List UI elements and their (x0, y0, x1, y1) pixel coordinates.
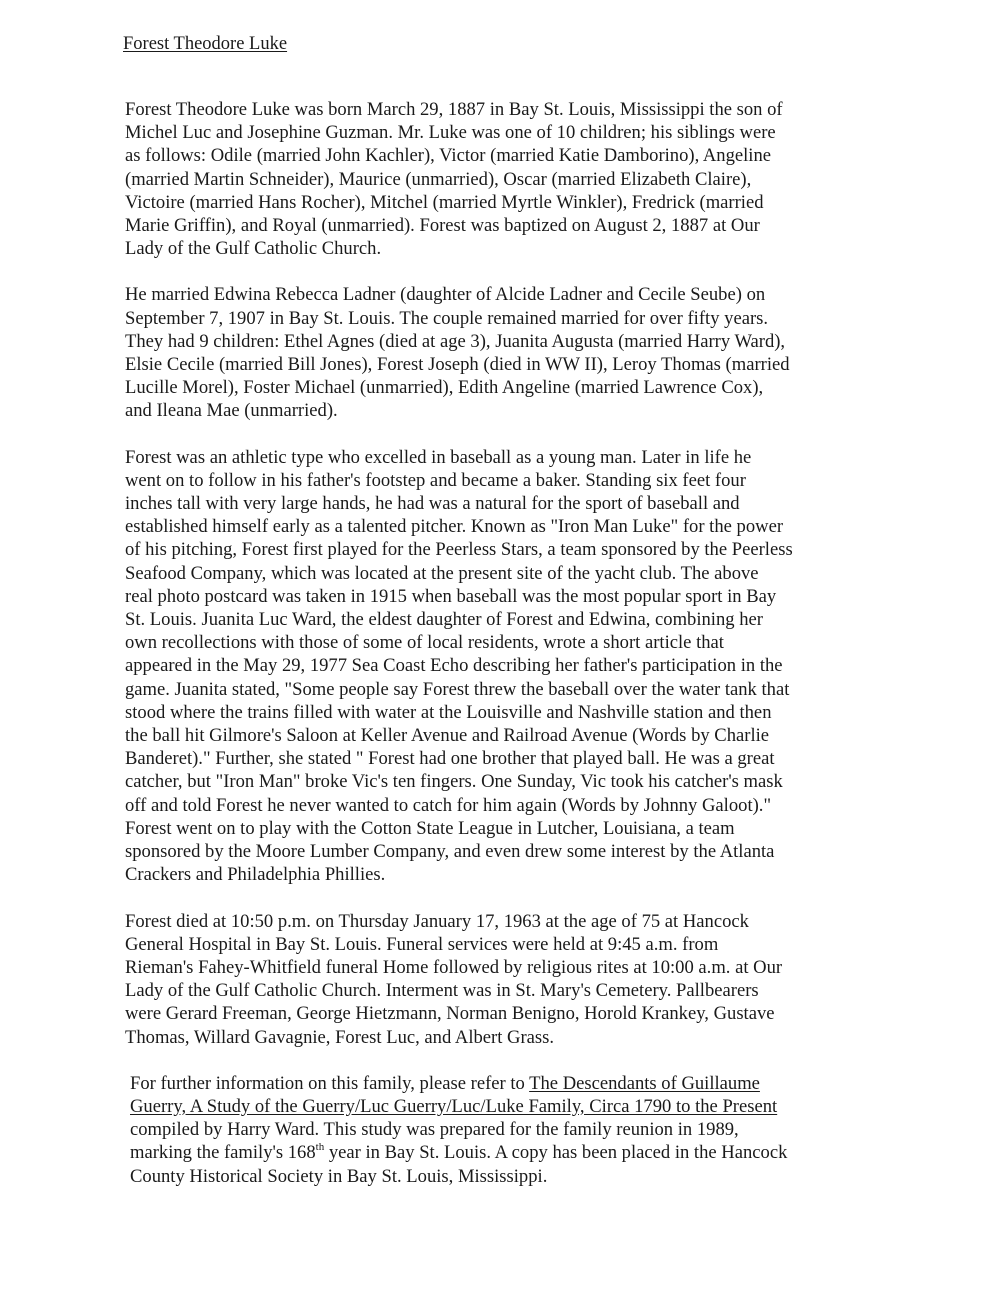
text-line: Lucille Morel), Foster Michael (unmarried), Edith Angeline (married Lawrence Cox), (125, 377, 764, 399)
text-line: General Hospital in Bay St. Louis. Funeral services were held at 9:45 a.m. from (125, 933, 719, 955)
text-line: Banderet)." Further, she stated " Forest had one brother that played ball. He was a great (125, 748, 775, 770)
paragraph-marriage-children (125, 283, 855, 422)
text-line (130, 1095, 855, 1118)
text-line: Michel Luc and Josephine Guzman. Mr. Luke was one of 10 children; his siblings were (125, 122, 776, 144)
paragraph-further-information (130, 1072, 855, 1188)
book-title-part-1: The Descendants of Guillaume (529, 1072, 760, 1094)
text-line: real photo postcard was taken in 1915 when baseball was the most popular sport in Bay (125, 585, 777, 607)
text-line (130, 1072, 855, 1095)
text-line: game. Juanita stated, "Some people say Forest threw the baseball over the water tank that (125, 678, 790, 700)
text-line: Forest went on to play with the Cotton State League in Lutcher, Louisiana, a team (125, 817, 735, 839)
text-line: St. Louis. Juanita Luc Ward, the eldest daughter of Forest and Edwina, combining her (125, 609, 763, 631)
text-line: Victoire (married Hans Rocher), Mitchel (married Myrtle Winkler), Fredrick (married (125, 191, 764, 213)
document-body (125, 98, 855, 1211)
text-line: Elsie Cecile (married Bill Jones), Forest Joseph (died in WW II), Leroy Thomas (married (125, 354, 790, 376)
text-line: Lady of the Gulf Catholic Church. Interment was in St. Mary's Cemetery. Pallbearers (125, 980, 759, 1002)
paragraph-baseball-career (125, 446, 855, 887)
book-title-part-2: Guerry, A Study of the Guerry/Luc Guerry/Luc/Luke Family, Circa 1790 to the Present (130, 1095, 778, 1117)
text-line: off and told Forest he never wanted to catch for him again (Words by Johnny Galoot)." (125, 794, 772, 816)
text-line: Lady of the Gulf Catholic Church. (125, 238, 382, 260)
document-title: Forest Theodore Luke (123, 34, 288, 54)
text-line: own recollections with those of some of local residents, wrote a short article that (125, 632, 724, 654)
text-line: catcher, but "Iron Man" broke Vic's ten fingers. One Sunday, Vic took his catcher's mask (125, 771, 783, 793)
text-line: inches tall with very large hands, he had was a natural for the sport of baseball and (125, 493, 740, 515)
text-line: Seafood Company, which was located at the present site of the yacht club. The above (125, 562, 759, 584)
text-line: Thomas, Willard Gavagnie, Forest Luc, and Albert Grass. (125, 1026, 555, 1048)
text-line: Marie Griffin), and Royal (unmarried). Forest was baptized on August 2, 1887 at Our (125, 215, 760, 237)
text-line (130, 1141, 855, 1164)
text-line: Forest was an athletic type who excelled in baseball as a young man. Later in life he (125, 446, 752, 468)
text-line: went on to follow in his father's footstep and became a baker. Standing six feet four (125, 469, 746, 491)
ordinal-superscript: th (315, 1141, 325, 1154)
text-line: Forest Theodore Luke was born March 29, 1887 in Bay St. Louis, Mississippi the son of (125, 99, 783, 120)
text-line: Forest died at 10:50 p.m. on Thursday January 17, 1963 at the age of 75 at Hancock (125, 910, 749, 932)
text-line: were Gerard Freeman, George Hietzmann, Norman Benigno, Horold Krankey, Gustave (125, 1003, 775, 1025)
text-line: County Historical Society in Bay St. Louis, Mississippi. (130, 1165, 548, 1187)
text-line: Crackers and Philadelphia Phillies. (125, 864, 386, 886)
text-segment: year in Bay St. Louis. A copy has been placed in the Hancock (324, 1142, 788, 1164)
text-line: of his pitching, Forest first played for the Peerless Stars, a team sponsored by the Peerless (125, 539, 793, 561)
paragraph-birth-family (125, 98, 855, 260)
text-line: Rieman's Fahey-Whitfield funeral Home followed by religious rites at 10:00 a.m. at Our (125, 956, 783, 978)
text-line: September 7, 1907 in Bay St. Louis. The couple remained married for over fifty years. (125, 307, 769, 329)
text-line: established himself early as a talented pitcher. Known as "Iron Man Luke" for the power (125, 516, 784, 538)
text-line: (married Martin Schneider), Maurice (unmarried), Oscar (married Elizabeth Claire), (125, 168, 752, 190)
text-line: the ball hit Gilmore's Saloon at Keller Avenue and Railroad Avenue (Words by Charlie (125, 725, 770, 747)
text-line: sponsored by the Moore Lumber Company, and even drew some interest by the Atlanta (125, 841, 775, 863)
text-line: appeared in the May 29, 1977 Sea Coast Echo describing her father's participation in the (125, 655, 783, 677)
text-line: He married Edwina Rebecca Ladner (daughter of Alcide Ladner and Cecile Seube) on (125, 284, 766, 306)
text-line: and Ileana Mae (unmarried). (125, 400, 338, 422)
text-line: as follows: Odile (married John Kachler), Victor (married Katie Damborino), Angeline (125, 145, 772, 167)
text-line: They had 9 children: Ethel Agnes (died at age 3), Juanita Augusta (married Harry Ward), (125, 330, 786, 352)
text-line: compiled by Harry Ward. This study was prepared for the family reunion in 1989, (130, 1119, 739, 1141)
text-segment: For further information on this family, please refer to (130, 1072, 530, 1094)
text-segment: marking the family's 168 (130, 1142, 316, 1164)
text-line: stood where the trains filled with water at the Louisville and Nashville station and then (125, 701, 772, 723)
paragraph-death-funeral (125, 910, 855, 1049)
